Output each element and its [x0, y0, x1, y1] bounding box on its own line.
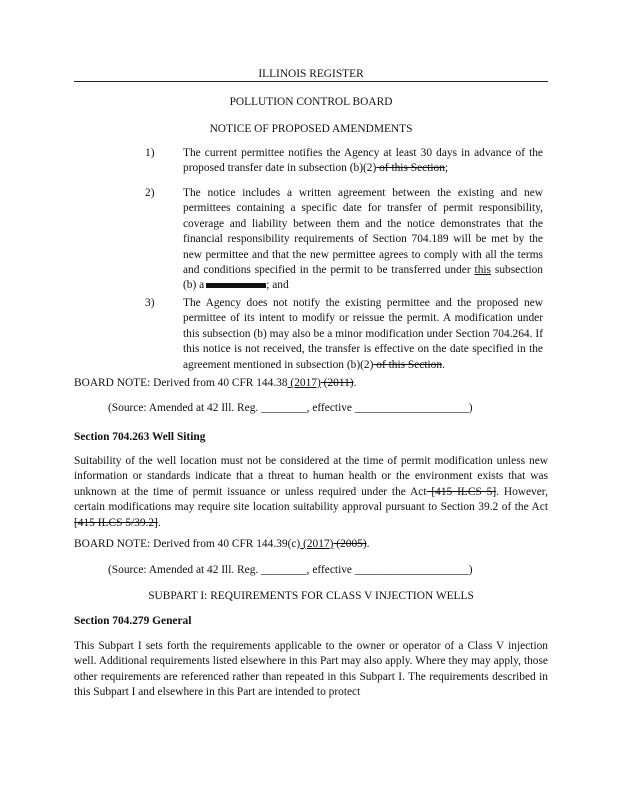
- section-body: [74, 454, 548, 531]
- section-heading: [74, 614, 191, 629]
- board-note-text: BOARD NOTE: Derived from 40 CFR 144.38: [74, 377, 288, 389]
- item-text-part: subsection (b) a: [183, 264, 543, 292]
- item-text: [183, 186, 543, 294]
- board-note-text: .: [353, 377, 357, 389]
- item-text-part: ;: [444, 162, 449, 175]
- struck-text: (2011): [320, 377, 354, 389]
- item-text-part: The Agency does not notify the existing permittee and the proposed new permittee of its intent to modify or reissue the permit. A modification under this subsection (b) may also be a minor modification under Section 704.264. If this notice is not received, the transfer is effective on the date specified in the agreement mentioned in subsection (b)(2): [183, 297, 543, 371]
- section-body: This Subpart I sets forth the requirements applicable to the owner or operator of a Class V injection well. Additional requirements listed elsewhere in this Part may also apply. Where they may apply, those other requirements are referenced rather than repeated in this Subpart I. The requirements described in this Subpart I and elsewhere in this Part are intended to protect: [74, 640, 548, 699]
- item-number: 1): [145, 147, 155, 159]
- item-text-part: The notice includes a written agreement between the existing and new permittees containing a specific date for transfer of permit responsibility, coverage and liability between them and the notice demonstrates that the financial responsibility requirements of Section 704.189 will be met by the new permittee and that the new permittee agrees to comply with all the terms and conditions specified in the permit to be transferred under: [183, 187, 543, 277]
- underlined-text: (2017): [287, 377, 321, 389]
- board-title: POLLUTION CONTROL BOARD: [229, 96, 393, 108]
- struck-text: of this Section: [376, 162, 445, 175]
- underlined-text: this: [474, 264, 491, 277]
- section-heading: [74, 430, 205, 445]
- item-text: [183, 146, 543, 177]
- underlined-text: (2017): [300, 538, 334, 550]
- section-heading-text: Section 704.263 Well Siting: [74, 431, 206, 443]
- item-text-part: ; and: [266, 279, 289, 292]
- item-text-part: .: [442, 358, 445, 371]
- struck-text: [415 ILCS 5/39.2]: [74, 516, 158, 529]
- board-note-text: .: [366, 538, 370, 550]
- item-number: 2): [145, 187, 155, 199]
- register-title: ILLINOIS REGISTER: [258, 68, 364, 80]
- item-text: [183, 296, 543, 373]
- section-text-part: . However, certain modifications may require site location suitability approval pursuant to Section 39.2 of the Act: [74, 485, 548, 514]
- board-note: [74, 376, 548, 391]
- item-text-part: The current permittee notifies the Agency at least 30 days in advance of the proposed transfer date in subsection (b)(2): [183, 147, 543, 175]
- item-number: 3): [145, 297, 155, 309]
- section-text-part: .: [157, 516, 161, 529]
- section-text-part: Suitability of the well location must not be considered at the time of permit modification unless new information or standards indicate that a threat to human health or the environment exists that was unknown at the time of permit issuance or unless required under the Act: [74, 455, 548, 498]
- source-line: (Source: Amended at 42 Ill. Reg. ________, effective ____________________): [108, 564, 473, 576]
- board-note-text: BOARD NOTE: Derived from 40 CFR 144.39(c): [74, 538, 301, 550]
- source-line: (Source: Amended at 42 Ill. Reg. ________, effective ____________________): [108, 402, 473, 414]
- struck-text: [415 ILCS 5]: [426, 485, 497, 498]
- section-heading-text: Section 704.279 General: [74, 615, 192, 627]
- struck-text: of this Section: [373, 358, 443, 371]
- board-note: [74, 537, 548, 552]
- redaction-mark: [206, 283, 266, 288]
- struck-text: (2005): [333, 538, 367, 550]
- notice-title: NOTICE OF PROPOSED AMENDMENTS: [209, 123, 413, 135]
- subpart-heading: SUBPART I: REQUIREMENTS FOR CLASS V INJECTION WELLS: [148, 590, 474, 602]
